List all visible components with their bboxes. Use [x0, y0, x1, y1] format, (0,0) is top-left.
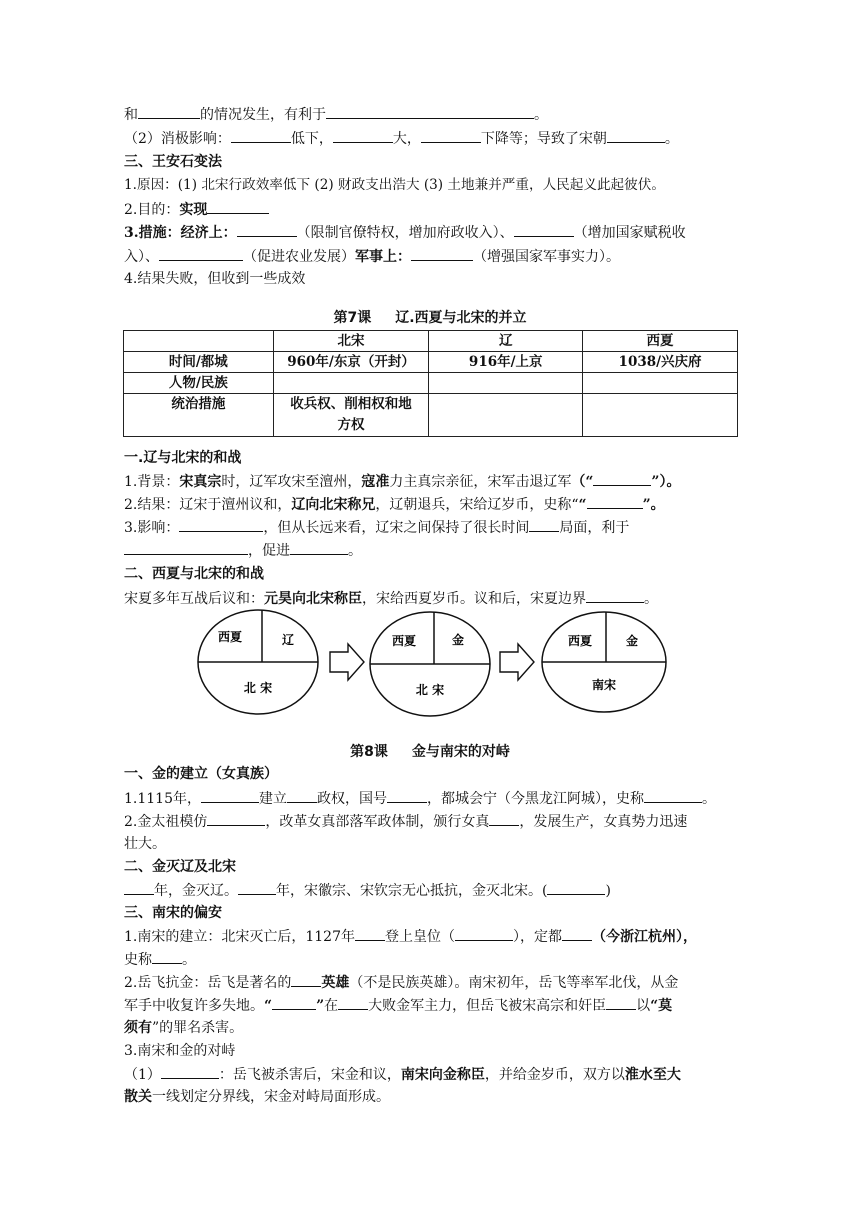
- territory-diagram: [196, 608, 676, 718]
- blank: [287, 787, 317, 803]
- blank: [562, 925, 592, 941]
- blank: [179, 516, 263, 532]
- region-label: 辽: [281, 633, 295, 647]
- lesson-title: 第7课 辽.西夏与北宋的并立: [333, 310, 527, 326]
- region-label: 西夏: [391, 634, 417, 648]
- table-cell: [583, 394, 738, 437]
- text-line: ，促进 。: [124, 539, 744, 562]
- blank: [124, 879, 154, 895]
- region-label: 西夏: [217, 630, 243, 644]
- section-heading: 二、金灭辽及北宋: [124, 859, 236, 875]
- blank: [159, 245, 243, 261]
- lesson-title: 第8课 金与南宋的对峙: [350, 744, 510, 760]
- table-cell: 人物/民族: [124, 373, 274, 394]
- blank: [489, 810, 519, 826]
- region-label: 北 宋: [243, 681, 273, 695]
- text-line: 入）、 （促进农业发展）军事上： （增强国家军事实力）。: [124, 245, 744, 268]
- text-line: 3.措施：经济上： （限制官僚特权，增加府政收入）、 （增加国家赋税收: [124, 221, 744, 244]
- table-cell: 960年/东京（开封）: [273, 352, 429, 373]
- circle-northern-song-liao: [198, 610, 318, 714]
- circle-northern-song-jin: [370, 612, 490, 716]
- table-cell: 时间/都城: [124, 352, 274, 373]
- section-heading: 二、西夏与北宋的和战: [124, 566, 264, 582]
- text-line: 1.南宋的建立：北宋灭亡后，1127年 登上皇位（ ），定都 （今浙江杭州），: [124, 925, 744, 948]
- blank: [421, 127, 481, 143]
- text-line: 军手中收复许多失地。“ ”在 大败金军主力，但岳飞被宋高宗和奸臣 以“莫: [124, 994, 744, 1017]
- blank: [529, 516, 559, 532]
- text-line: 和 的情况发生，有利于 。: [124, 103, 744, 126]
- section-heading: 一.辽与北宋的和战: [124, 450, 242, 466]
- table-cell: [429, 373, 583, 394]
- arrow-2: [500, 644, 534, 680]
- blank: [124, 539, 248, 555]
- region-label: 金: [625, 634, 639, 648]
- region-label: 北 宋: [415, 683, 445, 697]
- text-line: 3.南宋和金的对峙: [124, 1043, 236, 1059]
- blank: [411, 245, 473, 261]
- blank: [326, 103, 534, 119]
- text-line: 1.1115年， 建立 政权，国号 ，都城会宁（今黑龙江阿城），史称 。: [124, 787, 744, 810]
- region-label: 金: [451, 633, 465, 647]
- text-line: 2.岳飞抗金：岳飞是著名的 英雄（不是民族英雄）。南宋初年，岳飞等率军北伐，从金: [124, 971, 744, 994]
- text-line: 须有”的罪名杀害。: [124, 1020, 244, 1036]
- table-cell: [273, 373, 429, 394]
- text-line: 3.影响： ，但从长远来看，辽宋之间保持了很长时间 局面，利于: [124, 516, 744, 539]
- table-header: [124, 331, 274, 352]
- comparison-table: [123, 330, 738, 437]
- blank: [387, 787, 427, 803]
- section-heading: 三、王安石变法: [124, 154, 222, 170]
- text-line: （1） ：岳飞被杀害后，宋金和议，南宋向金称臣，并给金岁币，双方以淮水至大: [124, 1063, 744, 1086]
- blank: [586, 587, 644, 603]
- blank: [201, 787, 259, 803]
- text-line: （2）消极影响： 低下， 大， 下降等；导致了宋朝 。: [124, 127, 744, 150]
- blank: [587, 493, 643, 509]
- table-cell: 916年/上京: [429, 352, 583, 373]
- section-heading: 一、金的建立（女真族）: [124, 766, 278, 782]
- region-label: 西夏: [567, 634, 593, 648]
- table-header: 辽: [429, 331, 583, 352]
- blank: [338, 994, 368, 1010]
- blank: [547, 879, 605, 895]
- table-cell: 收兵权、削相权和地 方权: [273, 394, 429, 437]
- blank: [606, 994, 636, 1010]
- text-line: 2.结果：辽宋于澶州议和，辽向北宋称兄，辽朝退兵，宋给辽岁币，史称““ ”。: [124, 493, 744, 516]
- blank: [207, 198, 269, 214]
- table-header: 北宋: [273, 331, 429, 352]
- table-cell: 统治措施: [124, 394, 274, 437]
- blank: [593, 470, 651, 486]
- text-line: 壮大。: [124, 836, 166, 852]
- text-line: 2.金太祖模仿 ，改革女真部落军政体制，颁行女真 ，发展生产，女真势力迅速: [124, 810, 744, 833]
- region-label: 南宋: [591, 678, 617, 692]
- blank: [455, 925, 513, 941]
- blank: [333, 127, 393, 143]
- table-cell: [429, 394, 583, 437]
- blank: [607, 127, 665, 143]
- blank: [290, 539, 348, 555]
- blank: [355, 925, 385, 941]
- blank: [231, 127, 291, 143]
- blank: [207, 810, 265, 826]
- text-line: 散关一线划定分界线，宋金对峙局面形成。: [124, 1089, 390, 1105]
- blank: [291, 971, 321, 987]
- blank: [152, 948, 182, 964]
- blank: [514, 221, 574, 237]
- arrow-1: [330, 644, 364, 680]
- circle-southern-song-jin: [542, 612, 666, 712]
- table-cell: [583, 373, 738, 394]
- text-line: 史称 。: [124, 948, 744, 971]
- blank: [138, 103, 200, 119]
- text-line: 1.原因：(1) 北宋行政效率低下 (2) 财政支出浩大 (3) 土地兼并严重，人民起义此起彼伏。: [124, 177, 665, 193]
- text-line: 4.结果失败，但收到一些成效: [124, 271, 306, 287]
- section-heading: 三、南宋的偏安: [124, 905, 222, 921]
- text-line: 2.目的：实现: [124, 198, 744, 221]
- text-line: 1.背景：宋真宗时，辽军攻宋至澶州，寇准力主真宗亲征，宋军击退辽军（“ ”）。: [124, 470, 744, 493]
- text-line: 宋夏多年互战后议和：元昊向北宋称臣，宋给西夏岁币。议和后，宋夏边界 。: [124, 587, 744, 610]
- blank: [238, 879, 276, 895]
- table-header: 西夏: [583, 331, 738, 352]
- table-cell: 1038/兴庆府: [583, 352, 738, 373]
- blank: [644, 787, 702, 803]
- blank: [237, 221, 297, 237]
- blank: [272, 994, 316, 1010]
- text-line: 年，金灭辽。 年，宋徽宗、宋钦宗无心抵抗，金灭北宋。( ): [124, 879, 744, 902]
- blank: [161, 1063, 219, 1079]
